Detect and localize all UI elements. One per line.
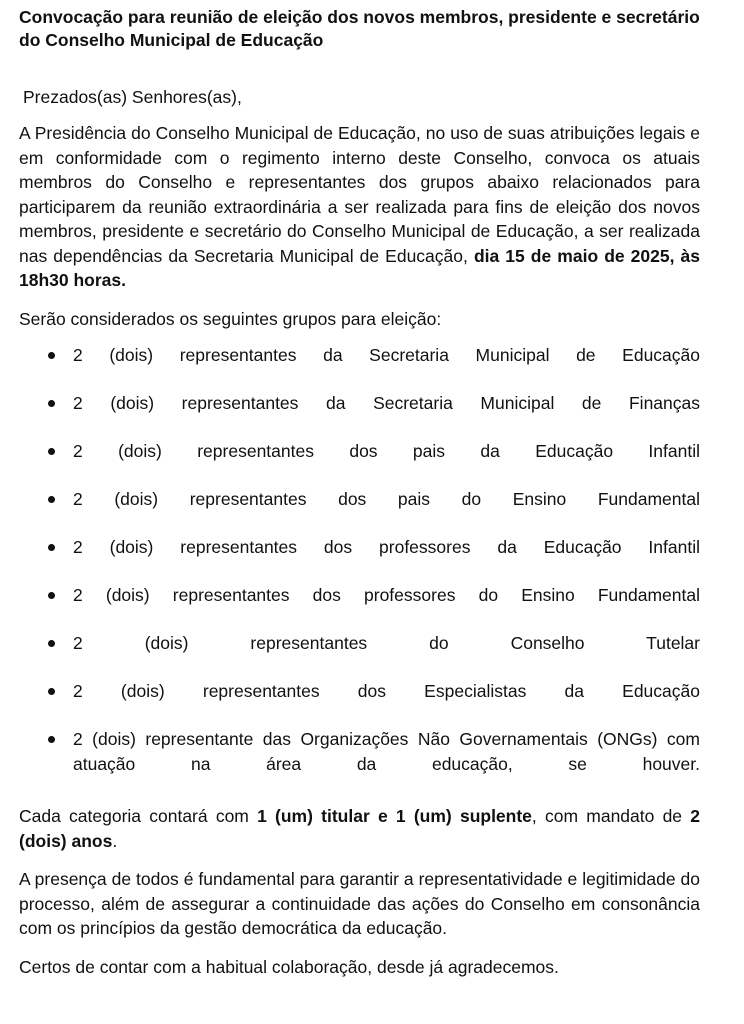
list-item xyxy=(19,535,700,560)
list-item-text: 2 (dois) representantes dos pais da Educação Infantil xyxy=(73,441,700,461)
list-item-text: 2 (dois) representantes do Conselho Tutelar xyxy=(73,633,700,653)
groups-intro: Serão considerados os seguintes grupos para eleição: xyxy=(19,308,442,329)
bullet-icon xyxy=(48,352,55,359)
bullet-icon xyxy=(48,640,55,647)
bullet-icon xyxy=(48,400,55,407)
intro-text: A Presidência do Conselho Municipal de Educação, no uso de suas atribuições legais e em conformidade com o regimento interno deste Conselho, convoca os atuais membros do Conselho e representantes dos grupos abaixo relacionados para participarem da reunião extraordinária a ser realizada para fins de eleição dos novos membros, presidente e secretário do Conselho Municipal de Educação, a ser realizada nas dependências da Secretaria Municipal de Educação, xyxy=(19,123,700,266)
list-item-text: 2 (dois) representantes dos pais do Ensino Fundamental xyxy=(73,489,700,509)
bullet-icon xyxy=(48,448,55,455)
list-item-text: 2 (dois) representante das Organizações Não Governamentais (ONGs) com atuação na área da educação, se houver. xyxy=(73,729,700,774)
list-item-text: 2 (dois) representantes dos Especialistas da Educação xyxy=(73,681,700,701)
list-item-text: 2 (dois) representantes dos professores do Ensino Fundamental xyxy=(73,585,700,605)
salutation: Prezados(as) Senhores(as), xyxy=(23,87,242,107)
list-item xyxy=(19,679,700,704)
document-page xyxy=(19,6,700,979)
mandate-text-1: Cada categoria contará com xyxy=(19,806,258,826)
bullet-icon xyxy=(48,496,55,503)
bullet-icon xyxy=(48,592,55,599)
bullet-icon xyxy=(48,688,55,695)
meeting-date: dia 15 de maio de 2025, às 18h30 horas. xyxy=(19,245,700,290)
list-item xyxy=(19,631,700,656)
list-item-text: 2 (dois) representantes da Secretaria Municipal de Educação xyxy=(73,345,700,365)
mandate-text-2: , com mandato de xyxy=(531,806,691,826)
list-item xyxy=(19,487,700,512)
list-item xyxy=(19,583,700,608)
list-item xyxy=(19,391,700,416)
document-title: Convocação para reunião de eleição dos novos membros, presidente e secretário do Conselho Municipal de Educação xyxy=(19,7,700,50)
list-item-text: 2 (dois) representantes dos professores da Educação Infantil xyxy=(73,537,700,557)
mandate-term: 2 (dois) anos xyxy=(19,806,700,851)
groups-list xyxy=(19,343,700,776)
list-item xyxy=(19,439,700,464)
list-item xyxy=(19,343,700,368)
list-item-text: 2 (dois) representantes da Secretaria Municipal de Finanças xyxy=(73,393,700,413)
presence-paragraph: A presença de todos é fundamental para garantir a representatividade e legitimidade do processo, além de assegurar a continuidade das ações do Conselho em consonância com os princípios da gestão democrática da educação. xyxy=(19,869,700,938)
mandate-text-3: . xyxy=(112,830,118,851)
list-item xyxy=(19,727,700,776)
mandate-paragraph xyxy=(19,804,700,853)
bullet-icon xyxy=(48,544,55,551)
bullet-icon xyxy=(48,736,55,743)
mandate-members: 1 (um) titular e 1 (um) suplente xyxy=(257,806,532,826)
closing-paragraph: Certos de contar com a habitual colaboração, desde já agradecemos. xyxy=(19,956,559,977)
intro-paragraph xyxy=(19,121,700,293)
